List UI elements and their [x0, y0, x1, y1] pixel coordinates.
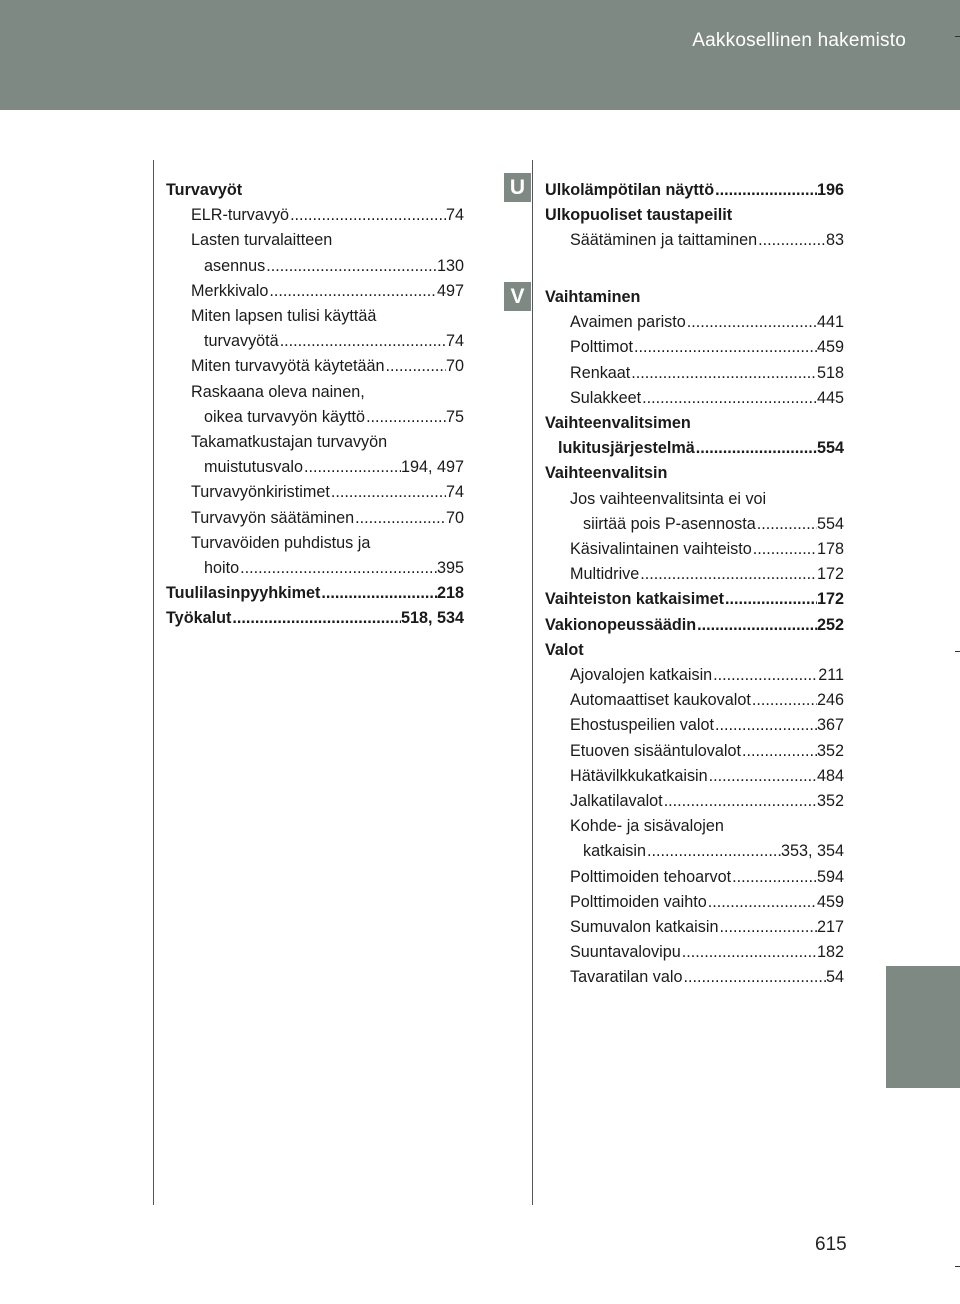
index-entry: Raskaana oleva nainen,: [191, 382, 365, 401]
section-u-entries: [545, 178, 844, 254]
index-heading: Vakionopeussäädin ..... 252: [545, 613, 844, 638]
index-entry: Säätäminen ja taittaminen ..... 83: [545, 228, 844, 253]
index-heading: Vaihteenvalitsimen: [545, 414, 691, 433]
index-entry: Turvavöiden puhdistus ja: [191, 533, 371, 552]
index-heading: Työkalut ..... 518, 534: [166, 606, 464, 631]
column-divider-middle: [532, 160, 533, 1205]
index-heading: Ulkolämpötilan näyttö ..... 196: [545, 178, 844, 203]
index-entry: Ehostuspeilien valot ..... 367: [545, 713, 844, 738]
index-entry: katkaisin ..... 353, 354: [545, 839, 844, 864]
index-entry: asennus ..... 130: [166, 254, 464, 279]
crop-mark: [955, 36, 960, 37]
index-entry: Polttimoiden vaihto ..... 459: [545, 890, 844, 915]
section-letter-u: U: [504, 173, 531, 202]
index-heading: Ulkopuoliset taustapeilit: [545, 206, 733, 225]
index-entry: Ajovalojen katkaisin ..... 211: [545, 663, 844, 688]
index-entry: oikea turvavyön käyttö ..... 75: [166, 405, 464, 430]
index-entry: Suuntavalovipu ..... 182: [545, 940, 844, 965]
page-number: 615: [815, 1234, 847, 1255]
index-entry: Polttimoiden tehoarvot ..... 594: [545, 865, 844, 890]
crop-mark: [955, 651, 960, 652]
index-heading: Valot: [545, 640, 584, 659]
index-heading: Vaihteiston katkaisimet ..... 172: [545, 587, 844, 612]
left-index-column: [166, 178, 464, 632]
index-entry: Polttimot ..... 459: [545, 335, 844, 360]
index-entry: Lasten turvalaitteen: [191, 231, 333, 250]
section-v-entries: [545, 285, 844, 991]
index-entry: Multidrive ..... 172: [545, 562, 844, 587]
index-entry: turvavyötä ..... 74: [166, 329, 464, 354]
index-entry: Jalkatilavalot ..... 352: [545, 789, 844, 814]
index-entry: Tavaratilan valo ..... 54: [545, 965, 844, 990]
index-heading: Tuulilasinpyyhkimet ..... 218: [166, 581, 464, 606]
index-entry: Käsivalintainen vaihteisto ..... 178: [545, 537, 844, 562]
chapter-side-tab: [886, 966, 960, 1088]
index-entry: Sumuvalon katkaisin ..... 217: [545, 915, 844, 940]
index-entry: Sulakkeet ..... 445: [545, 386, 844, 411]
index-entry: Merkkivalo ..... 497: [166, 279, 464, 304]
index-heading: Turvavyöt: [166, 181, 243, 199]
index-entry: Takamatkustajan turvavyön: [191, 433, 388, 452]
index-entry: Turvavyönkiristimet ..... 74: [166, 480, 464, 505]
page-header: [0, 0, 960, 110]
index-entry: ELR-turvavyö ..... 74: [166, 203, 464, 228]
section-letter-v: V: [504, 282, 531, 311]
header-title: Aakkosellinen hakemisto: [692, 30, 906, 51]
index-entry: hoito ..... 395: [166, 556, 464, 581]
index-entry: Kohde- ja sisävalojen: [570, 817, 724, 836]
crop-mark: [955, 1266, 960, 1267]
index-entry: Jos vaihteenvalitsinta ei voi: [570, 489, 767, 508]
column-divider-left: [153, 160, 154, 1205]
index-entry: Miten turvavyötä käytetään ..... 70: [166, 354, 464, 379]
index-heading: Vaihteenvalitsin: [545, 464, 668, 483]
index-heading: lukitusjärjestelmä ..... 554: [545, 436, 844, 461]
index-entry: Automaattiset kaukovalot ..... 246: [545, 688, 844, 713]
index-entry: siirtää pois P-asennosta ..... 554: [545, 512, 844, 537]
index-entry: Avaimen paristo ..... 441: [545, 310, 844, 335]
index-entry: Turvavyön säätäminen ..... 70: [166, 506, 464, 531]
index-entry: muistutusvalo ..... 194, 497: [166, 455, 464, 480]
index-entry: Miten lapsen tulisi käyttää: [191, 307, 377, 326]
index-heading: Vaihtaminen: [545, 288, 641, 306]
index-entry: Etuoven sisääntulovalot ..... 352: [545, 739, 844, 764]
index-entry: Renkaat ..... 518: [545, 361, 844, 386]
index-entry: Hätävilkkukatkaisin ..... 484: [545, 764, 844, 789]
